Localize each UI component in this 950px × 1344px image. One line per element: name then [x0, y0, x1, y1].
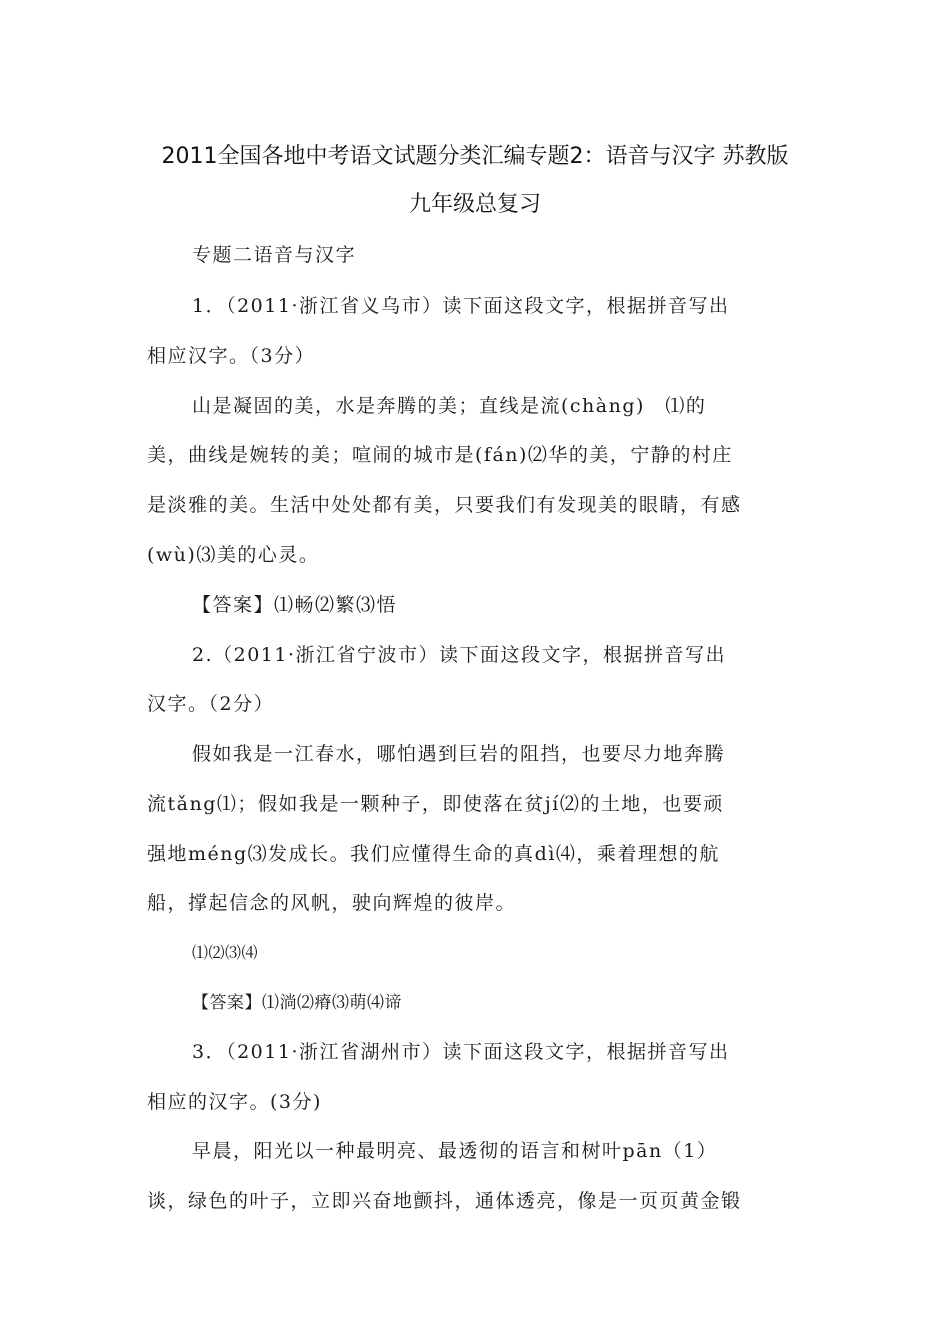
question-2-passage-cont: 强地méng⑶发成长。我们应懂得生命的真dì⑷，乘着理想的航: [147, 843, 720, 865]
document-title-line-1: 2011全国各地中考语文试题分类汇编专题2：语音与汉字 苏教版: [161, 144, 789, 169]
question-2-blanks: ⑴⑵⑶⑷: [192, 943, 259, 962]
question-2-passage-cont: 流tǎng⑴；假如我是一颗种子，即使落在贫jí⑵的土地，也要顽: [147, 793, 724, 815]
question-1-passage: 山是凝固的美，水是奔腾的美；直线是流(chàng) ⑴的: [192, 395, 707, 417]
question-1-prompt-cont: 相应汉字。（3分）: [147, 345, 316, 367]
question-1-passage-cont: 美，曲线是婉转的美；喧闹的城市是(fán)⑵华的美，宁静的村庄: [147, 444, 733, 466]
question-2-prompt: 2.（2011·浙江省宁波市）读下面这段文字，根据拼音写出: [192, 644, 727, 666]
question-1-passage-cont: 是淡雅的美。生活中处处都有美，只要我们有发现美的眼睛，有感: [147, 494, 742, 516]
question-2-answer: 【答案】⑴淌⑵瘠⑶萌⑷谛: [192, 993, 402, 1013]
question-3-prompt-cont: 相应的汉字。(3分): [147, 1091, 322, 1113]
document-title-line-2: 九年级总复习: [408, 192, 541, 217]
question-3-prompt: 3．（2011·浙江省湖州市）读下面这段文字，根据拼音写出: [192, 1041, 730, 1063]
question-1-prompt: 1．（2011·浙江省义乌市）读下面这段文字，根据拼音写出: [192, 295, 730, 317]
question-3-passage: 早晨，阳光以一种最明亮、最透彻的语言和树叶pān（1）: [192, 1140, 718, 1162]
question-2-passage-cont: 船，撑起信念的风帆，驶向辉煌的彼岸。: [147, 892, 517, 914]
question-1-answer: 【答案】⑴畅⑵繁⑶悟: [192, 594, 398, 616]
question-2-passage: 假如我是一江春水，哪怕遇到巨岩的阻挡，也要尽力地奔腾: [192, 743, 726, 765]
question-3-passage-cont: 谈，绿色的叶子，立即兴奋地颤抖，通体透亮，像是一页页黄金锻: [147, 1190, 742, 1212]
section-heading: 专题二语音与汉字: [192, 244, 357, 266]
question-2-prompt-cont: 汉字。（2分）: [147, 693, 275, 715]
question-1-passage-cont: (wù)⑶美的心灵。: [147, 544, 320, 566]
